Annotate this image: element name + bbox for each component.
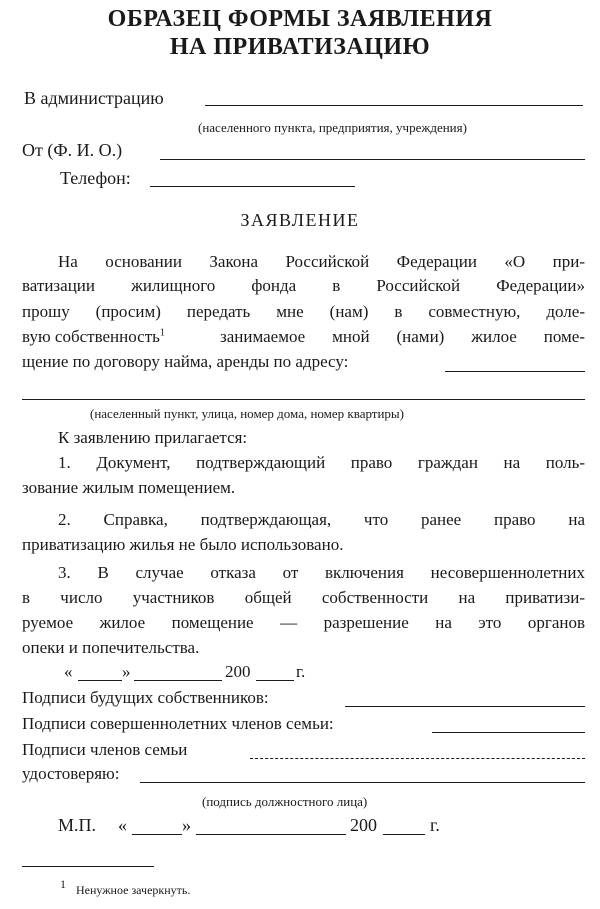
footnote-text: Ненужное зачеркнуть. xyxy=(76,883,191,898)
footnote-divider xyxy=(22,866,154,867)
paragraph-line: щение по договору найма, аренды по адресу: xyxy=(22,352,349,371)
paragraph-line: На основании Закона Российской Федерации «О при- xyxy=(58,252,585,271)
date2-year-prefix: 200 xyxy=(350,815,377,835)
date-suffix: г. xyxy=(296,662,306,681)
attachment-item-line: руемое жилое помещение — разрешение на это органов xyxy=(22,613,585,632)
date2-suffix: г. xyxy=(430,815,440,835)
date-open-quote: « xyxy=(64,662,73,681)
date2-year-field[interactable] xyxy=(383,834,425,835)
from-fio-field[interactable] xyxy=(160,159,585,160)
paragraph-line: занимаемое мной (нами) жилое поме- xyxy=(220,327,585,346)
paragraph-line: ватизации жилищного фонда в Российской Федерации» xyxy=(22,276,585,295)
future-owners-signatures-label: Подписи будущих собственников: xyxy=(22,688,269,707)
footnote-mark: 1 xyxy=(60,877,66,891)
adult-members-signatures-label: Подписи совершеннолетних членов семьи: xyxy=(22,714,334,733)
date-day-field[interactable] xyxy=(78,680,122,681)
from-fio-label: От (Ф. И. О.) xyxy=(22,140,123,160)
form-title-line2: НА ПРИВАТИЗАЦИЮ xyxy=(169,34,431,60)
to-administration-field[interactable] xyxy=(205,105,583,106)
address-field[interactable] xyxy=(22,399,585,400)
certify-signature-field[interactable] xyxy=(140,782,585,783)
adult-members-signatures-field[interactable] xyxy=(432,732,585,733)
to-administration-hint: (населенного пункта, предприятия, учреждения) xyxy=(198,120,467,135)
address-hint: (населенный пункт, улица, номер дома, номер квартиры) xyxy=(90,406,404,421)
date-year-prefix: 200 xyxy=(225,662,251,681)
date2-open-quote: « xyxy=(118,815,127,835)
date-close-quote: » xyxy=(122,662,131,681)
attachment-item-line: 1. Документ, подтверждающий право граждан на поль- xyxy=(58,453,585,472)
attachment-item-line: 3. В случае отказа от включения несовершеннолетних xyxy=(58,563,585,582)
paragraph-line: вую собственность$^1$ xyxy=(22,327,165,346)
date2-month-field[interactable] xyxy=(196,834,346,835)
attachments-label: К заявлению прилагается: xyxy=(58,428,248,447)
attachment-item-line: опеки и попечительства. xyxy=(22,638,200,657)
attachment-item-line: 2. Справка, подтверждающая, что ранее право на xyxy=(58,510,585,529)
form-title-line1: ОБРАЗЕЦ ФОРМЫ ЗАЯВЛЕНИЯ xyxy=(107,6,493,32)
attachment-item-line: приватизацию жилья не было использовано. xyxy=(22,535,344,554)
date2-day-field[interactable] xyxy=(132,834,182,835)
attachment-item-line: зование жилым помещением. xyxy=(22,478,236,497)
family-members-signatures-label: Подписи членов семьи xyxy=(22,740,188,759)
phone-label: Телефон: xyxy=(60,168,131,188)
paragraph-line: прошу (просим) передать мне (нам) в совместную, доле- xyxy=(22,302,585,321)
address-field-end[interactable] xyxy=(445,371,585,372)
official-signature-hint: (подпись должностного лица) xyxy=(202,794,368,809)
date2-close-quote: » xyxy=(182,815,191,835)
attachment-item-line: в число участников общей собственности на приватизи- xyxy=(22,588,585,607)
date-month-field[interactable] xyxy=(134,680,222,681)
stamp-place-label: М.П. xyxy=(58,815,97,835)
date-year-field[interactable] xyxy=(256,680,294,681)
statement-heading: ЗАЯВЛЕНИЕ xyxy=(240,210,360,230)
family-members-signatures-field[interactable] xyxy=(250,758,585,759)
phone-field[interactable] xyxy=(150,186,355,187)
to-administration-label: В администрацию xyxy=(24,88,164,108)
footnote-reference: 1 xyxy=(159,327,165,339)
certify-label: удостоверяю: xyxy=(22,764,120,783)
future-owners-signatures-field[interactable] xyxy=(345,706,585,707)
footnote xyxy=(60,877,190,899)
